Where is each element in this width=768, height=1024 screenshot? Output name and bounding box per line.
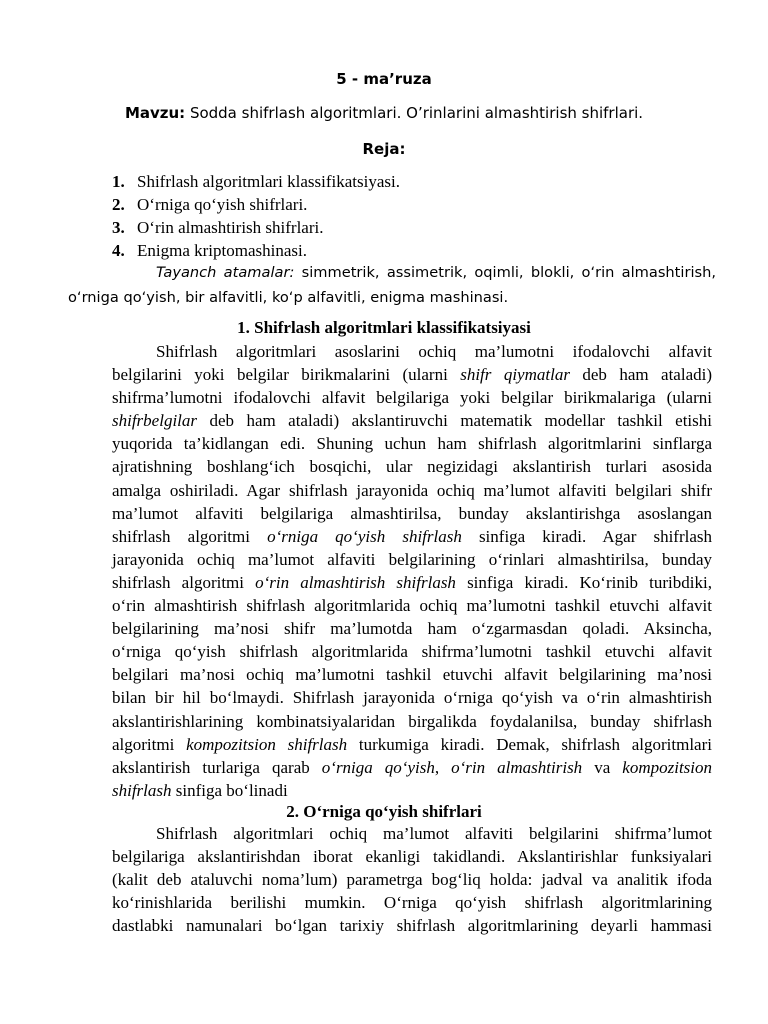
plan-item-text: Shifrlash algoritmlari klassifikatsiyasi. <box>137 172 400 191</box>
text-line <box>112 432 712 455</box>
keywords-line-1: simmetrik, assimetrik, oqimli, blokli, o‘rin almashtirish, <box>294 264 716 281</box>
italic-term: shifrbelgilar <box>112 411 198 431</box>
italic-term: o‘rin almashtirish shifrlash <box>255 572 456 592</box>
text-line <box>112 455 712 478</box>
plan-item <box>112 216 672 239</box>
text-run: akslantirishlarining kombinatsiyalaridan birgalikda foydalanilsa, bunday shifrlash <box>112 711 712 731</box>
text-line <box>112 594 712 617</box>
topic-text: Sodda shifrlash algoritmlari. O’rinlarini almashtirish shifrlari. <box>185 104 644 122</box>
text-line <box>112 779 712 802</box>
text-run: turkumiga kiradi. Demak, shifrlash algoritmlari <box>347 734 712 754</box>
text-line <box>112 617 712 640</box>
text-run: amalga oshiriladi. Agar shifrlash jarayonida ochiq ma’lumot alfaviti belgilari shifr <box>112 480 712 500</box>
keywords-paragraph <box>68 260 716 310</box>
topic-label: Mavzu: <box>124 104 186 122</box>
text-run: va <box>582 757 623 777</box>
text-line <box>112 891 712 914</box>
text-line <box>112 756 712 779</box>
plan-item-number: 2. <box>112 195 125 214</box>
italic-term: kompozitsion shifrlash <box>186 734 348 754</box>
text-line <box>112 479 712 502</box>
plan-list <box>112 170 672 262</box>
text-run: shifrlash algoritmi <box>112 526 268 546</box>
topic-line <box>0 104 768 122</box>
text-run: Shifrlash algoritmlari asoslarini ochiq ma’lumotni ifodalovchi alfavit <box>156 342 712 361</box>
lecture-number: 5 - ma’ruza <box>336 70 432 88</box>
text-run: deb ham ataladi) <box>569 365 712 385</box>
text-line <box>112 845 712 868</box>
text-line <box>112 822 712 845</box>
plan-item-text: O‘rin almashtirish shifrlari. <box>137 218 324 237</box>
text-run: ma’lumot alfaviti belgilariga almashtirilsa, bunday akslantirishga asoslangan <box>112 503 712 523</box>
section-2-title: 2. O‘rniga qo‘yish shifrlari <box>286 802 482 821</box>
text-run: jarayonida ochiq ma’lumot alfaviti belgilarining o‘rinlari almashtirilsa, bunday <box>112 549 712 569</box>
plan-item <box>112 193 672 216</box>
text-line <box>112 640 712 663</box>
text-line <box>112 663 712 686</box>
text-run: algoritmi <box>112 734 187 754</box>
text-line <box>112 710 712 733</box>
keywords-line-2: o‘rniga qo‘yish, bir alfavitli, ko‘p alfavitli, enigma mashinasi. <box>68 289 509 306</box>
text-line <box>112 686 712 709</box>
section-1-title: 1. Shifrlash algoritmlari klassifikatsiyasi <box>237 318 531 337</box>
italic-term: shifr qiymatlar <box>460 365 570 385</box>
plan-item-number: 1. <box>112 172 125 191</box>
text-run: ko‘rinishlarida berilishi mumkin. O‘rniga qo‘yish shifrlash algoritmlarining <box>112 893 712 913</box>
italic-term: shifrlash <box>112 780 172 800</box>
text-run: shifrma’lumotni ifodalovchi alfavit belgilariga yoki belgilar birikmalariga (ularni <box>112 388 712 408</box>
text-line <box>112 525 712 548</box>
text-run: yuqorida ta’kidlangan edi. Shuning uchun ham shifrlash algoritmlarini sinflarga <box>112 434 712 454</box>
plan-item <box>112 170 672 193</box>
plan-item-text: Enigma kriptomashinasi. <box>137 241 307 260</box>
section-2-body <box>112 822 712 937</box>
text-run: Shifrlash algoritmlari ochiq ma’lumot alfaviti belgilarini shifrma’lumot <box>156 824 712 843</box>
text-line <box>112 340 712 363</box>
text-line <box>112 363 712 386</box>
text-line <box>112 386 712 409</box>
text-run: o‘rniga qo‘yish shifrlash algoritmlarida shifrma’lumotni tashkil etuvchi alfavit <box>112 642 712 662</box>
text-run: o‘rin almashtirish shifrlash algoritmlarida ochiq ma’lumotni tashkil etuvchi alfavit <box>112 596 712 616</box>
text-run: belgilarining ma’nosi shifr ma’lumotda ham o‘zgarmasdan qoladi. Aksincha, <box>112 619 712 639</box>
text-run: ajratishning boshlang‘ich bosqichi, ular negizidagi akslantirish turlari asosida <box>112 457 712 477</box>
text-run: sinfiga bo‘linadi <box>171 780 288 800</box>
text-run: bilan bir hil bo‘lmaydi. Shifrlash jarayonida o‘rniga qo‘yish va o‘rin almashtirish <box>112 688 712 708</box>
text-run: dastlabki namunalari bo‘lgan tarixiy shifrlash algoritmlarining deyarli hammasi <box>112 916 712 936</box>
text-run: shifrlash algoritmi <box>112 572 256 592</box>
text-run: deb ham ataladi) akslantiruvchi matematik modellar tashkil etishi <box>197 411 712 431</box>
italic-term: o‘rniga qo‘yish shifrlash <box>267 526 462 546</box>
text-run: akslantirish turlariga qarab <box>112 757 322 777</box>
text-run: belgilariga akslantirishdan iborat ekanligi takidlandi. Akslantirishlar funksiyalari <box>112 847 712 867</box>
plan-title: Reja: <box>362 140 406 158</box>
text-line <box>112 914 712 937</box>
text-line <box>112 571 712 594</box>
keywords-label: Tayanch atamalar: <box>156 264 295 281</box>
italic-term: kompozitsion <box>622 757 713 777</box>
text-line <box>112 409 712 432</box>
plan-item <box>112 239 672 262</box>
text-run: (kalit deb ataluvchi noma’lum) parametrga bog‘liq holda: jadval va analitik ifoda <box>112 870 712 890</box>
text-run: sinfiga kiradi. Agar shifrlash <box>461 526 713 546</box>
plan-item-number: 3. <box>112 218 125 237</box>
italic-term: o‘rniga qo‘yish <box>321 757 435 777</box>
plan-item-number: 4. <box>112 241 125 260</box>
plan-item-text: O‘rniga qo‘yish shifrlari. <box>137 195 308 214</box>
text-line <box>112 502 712 525</box>
text-run: belgilarini yoki belgilar birikmalarini (ularni <box>112 365 461 385</box>
text-line <box>112 548 712 571</box>
text-run: , <box>434 757 452 777</box>
italic-term: o‘rin almashtirish <box>451 757 583 777</box>
text-run: sinfiga kiradi. Ko‘rinib turibdiki, <box>455 572 712 592</box>
section-1-body <box>112 340 712 802</box>
text-line <box>112 868 712 891</box>
text-line <box>112 733 712 756</box>
text-run: belgilari ma’nosi ochiq ma’lumotni tashkil etuvchi alfavit belgilarining ma’nosi <box>112 665 712 685</box>
